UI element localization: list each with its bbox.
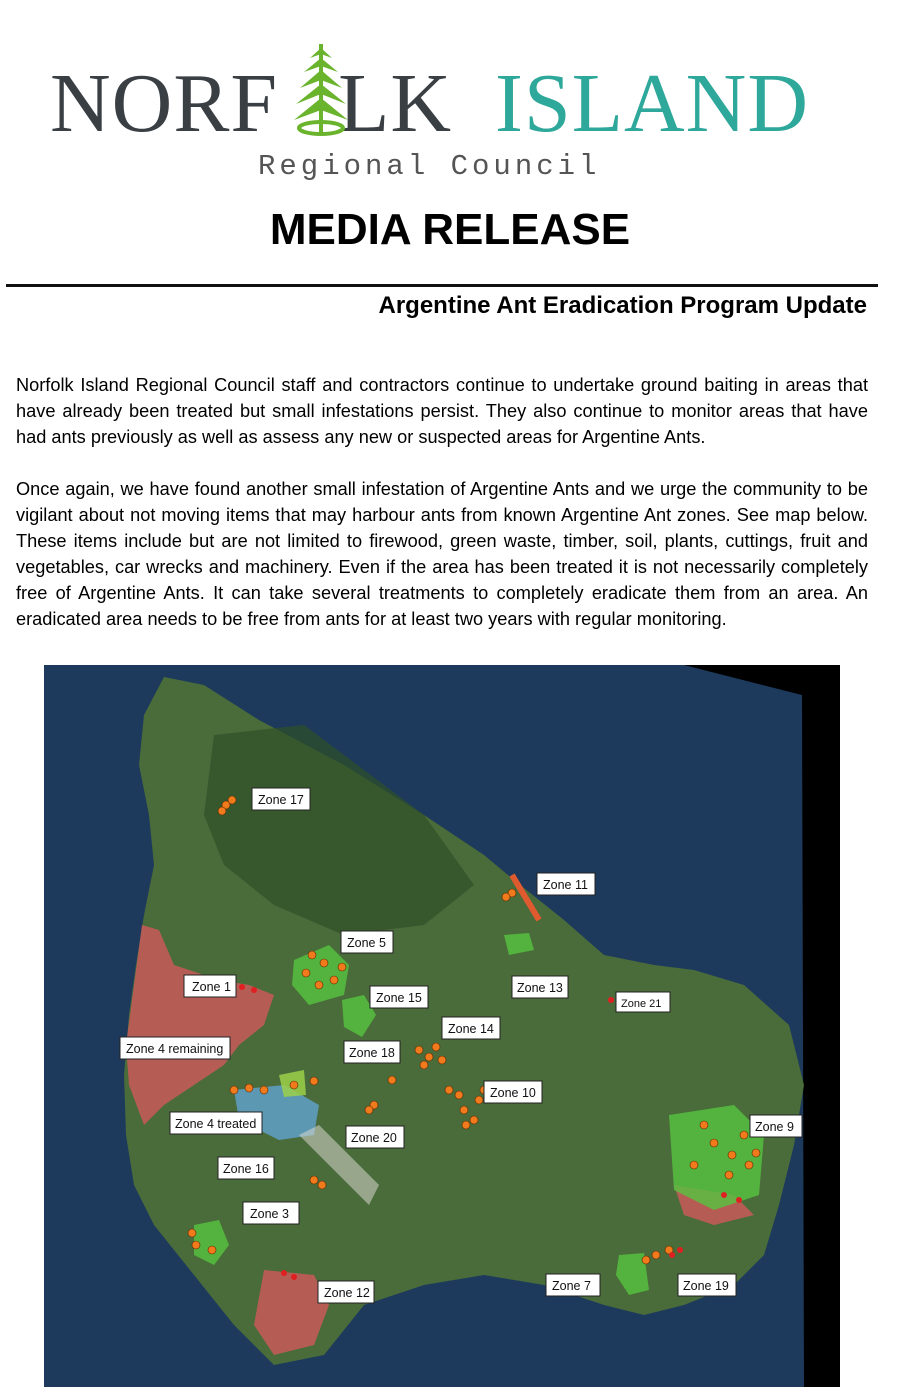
label-zone-5: Zone 5	[347, 936, 386, 950]
label-zone-9: Zone 9	[755, 1120, 794, 1134]
label-zone-14: Zone 14	[448, 1022, 494, 1036]
label-zone-13: Zone 13	[517, 981, 563, 995]
council-logo	[0, 30, 900, 190]
label-zone-17: Zone 17	[258, 793, 304, 807]
subheading: Argentine Ant Eradication Program Update	[378, 292, 867, 319]
label-zone-19: Zone 19	[683, 1279, 729, 1293]
paragraph-2: Once again, we have found another small infestation of Argentine Ants and we urge the community to be vigilant about not moving items that may harbour ants from known Argentine Ant zones. See map below. These items include but are not limited to firewood, green waste, timber, soil, plants, cuttings, fruit and vegetables, car wrecks and machinery. Even if the area has been treated it is not necessarily completely free of Argentine Ants. It can take several treatments to completely eradicate them from an area. An eradicated area needs to be free from ants for at least two years with regular monitoring.	[16, 479, 868, 630]
pine-tree-icon	[290, 40, 352, 140]
label-zone-18: Zone 18	[349, 1046, 395, 1060]
label-zone-12: Zone 12	[324, 1286, 370, 1300]
label-zone-4-treated: Zone 4 treated	[175, 1117, 257, 1131]
label-zone-4-remaining: Zone 4 remaining	[126, 1042, 224, 1056]
label-zone-1: Zone 1	[192, 980, 231, 994]
label-zone-10: Zone 10	[490, 1086, 536, 1100]
label-zone-11: Zone 11	[543, 878, 588, 892]
logo-word-island: ISLAND	[495, 57, 809, 150]
label-zone-16: Zone 16	[223, 1162, 269, 1176]
label-zone-3: Zone 3	[250, 1207, 289, 1221]
label-zone-21: Zone 21	[621, 998, 662, 1010]
divider	[6, 284, 878, 287]
logo-word-norfolk: NORF LK	[50, 57, 453, 150]
headline: MEDIA RELEASE	[269, 205, 631, 254]
label-zone-15: Zone 15	[376, 991, 422, 1005]
logo-subtitle: Regional Council	[258, 150, 601, 183]
label-zone-7: Zone 7	[552, 1279, 591, 1293]
zone-map	[44, 665, 840, 1387]
label-zone-20: Zone 20	[351, 1131, 397, 1145]
paragraph-1: Norfolk Island Regional Council staff and contractors continue to undertake ground baiting in areas that have already been treated but small infestations persist. They also continue to monitor areas that have had ants previously as well as assess any new or suspected areas for Argentine Ants.	[16, 375, 868, 448]
